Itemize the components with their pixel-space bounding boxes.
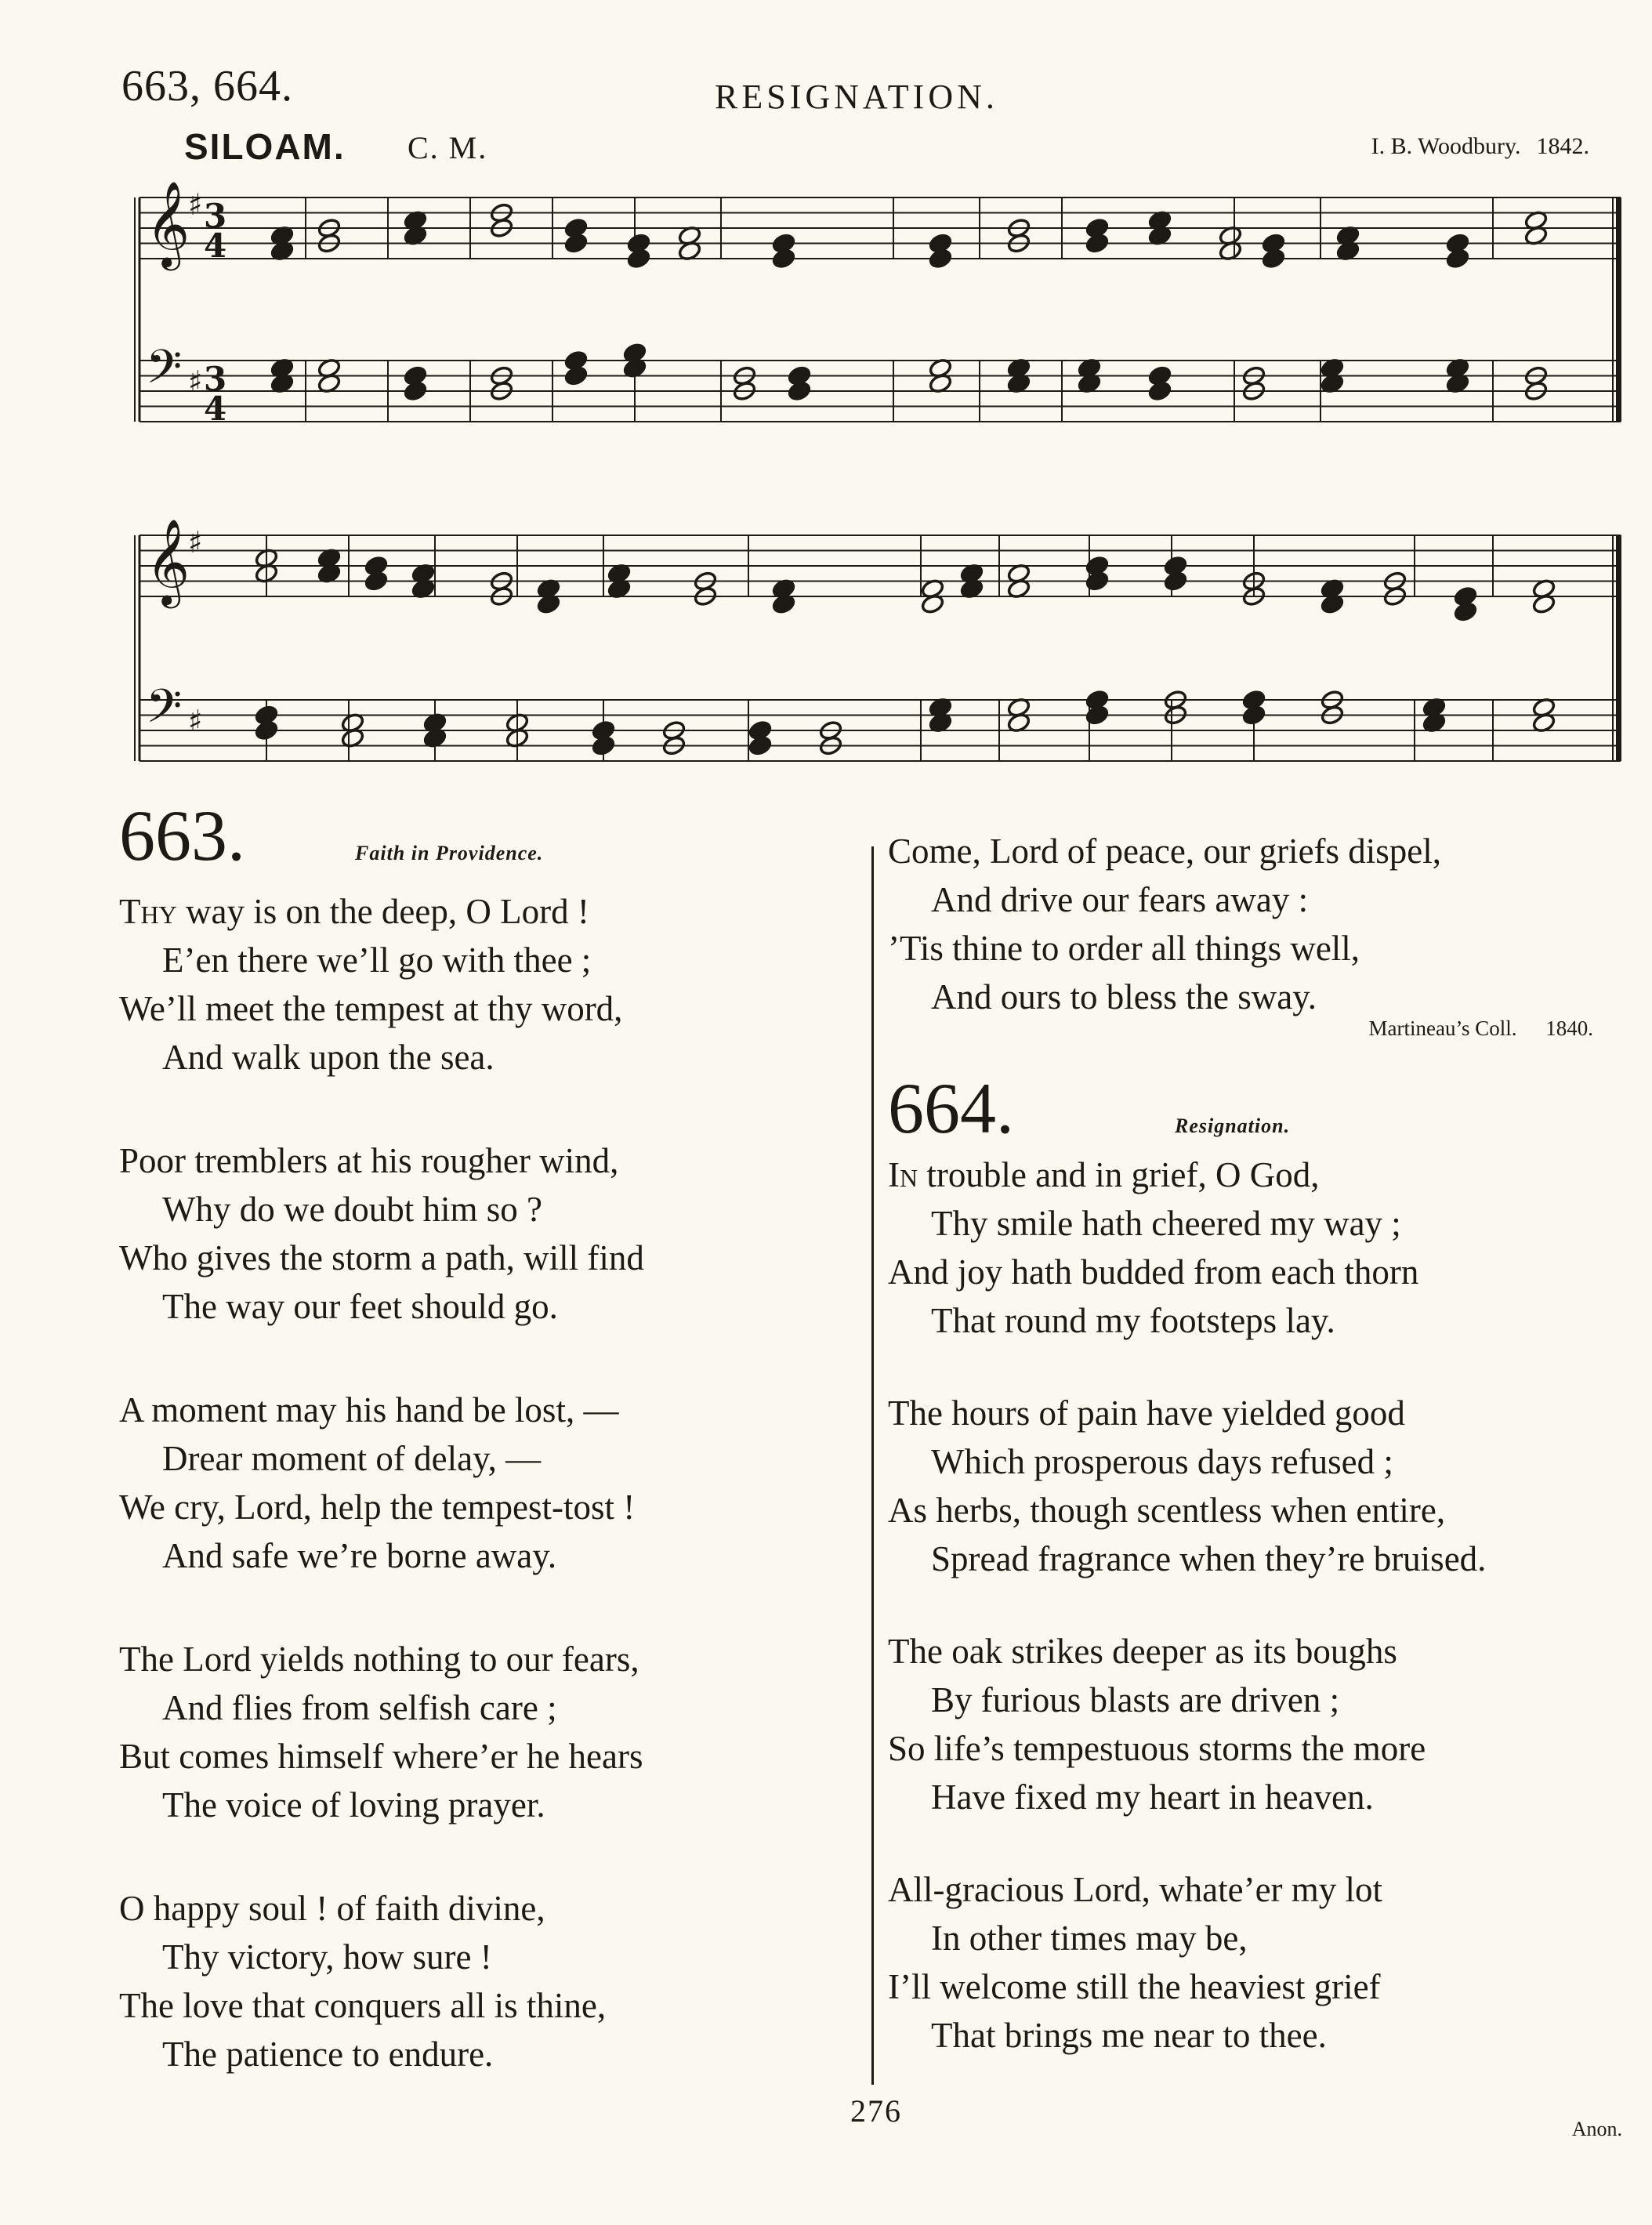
verse-line: Why do we doubt him so ? (162, 1190, 542, 1229)
hymn-663 (119, 795, 871, 2078)
hymn-664-number: 664. (888, 1068, 1014, 1148)
verse-line: Which prosperous days refused ; (931, 1442, 1393, 1481)
verse-line: And drive our fears away : (931, 880, 1309, 919)
hymn-664-heading (888, 1068, 1640, 1148)
quarter-note (1445, 248, 1469, 269)
composer-name: I. B. Woodbury. (1371, 133, 1521, 159)
quarter-note (403, 380, 427, 401)
hymn-664-attribution: Anon. (1571, 2118, 1622, 2140)
quarter-note (928, 248, 952, 269)
verse-line: Have fixed my heart in heaven. (931, 1777, 1374, 1817)
verse-line: And walk upon the sea. (162, 1038, 495, 1077)
stanza-2 (119, 1136, 871, 1331)
verse-line: The hours of pain have yielded good (888, 1393, 1405, 1433)
hymn-663-heading (119, 795, 871, 875)
stanza-5 (119, 1884, 871, 2078)
hymn-663-number: 663. (119, 795, 245, 875)
tune-meter: C. M. (408, 130, 488, 165)
section-title: RESIGNATION. (715, 78, 998, 116)
verse-line: In other times may be, (931, 1919, 1248, 1958)
hymn-numbers-header: 663, 664. (121, 62, 293, 111)
verse-line (119, 887, 871, 936)
quarter-note (626, 248, 650, 269)
verse-line: The patience to endure. (162, 2035, 494, 2074)
quarter-note (563, 233, 588, 254)
verse-line: The Lord yields nothing to our fears, (119, 1640, 639, 1679)
time-signature-top: 3 (204, 197, 227, 235)
sharp-icon: ♯ (188, 187, 203, 222)
verse-line: I’ll welcome still the heaviest grief (888, 1967, 1381, 2006)
quarter-note (254, 719, 278, 741)
stanza-3 (119, 1386, 871, 1580)
stanza-4 (119, 1635, 871, 1829)
right-column (888, 827, 1640, 2060)
verse-line: But comes himself where’er he hears (119, 1737, 643, 1776)
verse-line: Thy victory, how sure ! (162, 1937, 492, 1977)
treble-clef-icon: 𝄞 (146, 181, 190, 267)
quarter-note (1085, 233, 1109, 254)
hymn-664-title: Resignation. (1175, 1114, 1291, 1137)
hymn-664-stanza-2 (888, 1389, 1640, 1583)
verse-line: And joy hath budded from each thorn (888, 1252, 1419, 1292)
verse-line: So life’s tempestuous storms the more (888, 1729, 1426, 1768)
stanza-1 (119, 887, 871, 1082)
sharp-icon: ♯ (188, 364, 203, 399)
verse-line: Poor tremblers at his rougher wind, (119, 1141, 619, 1180)
verse-line: Drear moment of delay, — (162, 1439, 542, 1478)
verse-line: The oak strikes deeper as its boughs (888, 1632, 1397, 1671)
verse-line: That round my footsteps lay. (931, 1301, 1335, 1340)
bass-clef-icon: 𝄢 (146, 679, 183, 745)
hymn-663-stanza-6 (888, 827, 1640, 1021)
hymn-664-stanza-4 (888, 1865, 1640, 2060)
tune-name: SILOAM. (184, 126, 346, 167)
verse-line: The voice of loving prayer. (162, 1785, 545, 1825)
attribution-year: 1840. (1545, 1016, 1593, 1040)
quarter-note (748, 735, 772, 756)
composer-year: 1842. (1536, 133, 1589, 159)
verse-line: ’Tis thine to order all things well, (888, 929, 1360, 968)
verse-line: As herbs, though scentless when entire, (888, 1491, 1446, 1530)
quarter-note (1261, 248, 1285, 269)
bass-clef-icon: 𝄢 (146, 339, 183, 405)
verse-line: Who gives the storm a path, will find (119, 1238, 644, 1277)
verse-line: And safe we’re borne away. (162, 1536, 557, 1575)
quarter-note (1163, 571, 1187, 592)
verse-line: All-gracious Lord, whate’er my lot (888, 1870, 1383, 1909)
drop-word: In trouble and in grief, O God, (888, 1155, 1320, 1194)
time-signature-bottom: 4 (204, 226, 227, 265)
verse-line: E’en there we’ll go with thee ; (162, 940, 592, 980)
final-barline (1616, 197, 1621, 422)
quarter-note (591, 735, 615, 756)
verse-line: We cry, Lord, help the tempest-tost ! (119, 1488, 636, 1527)
quarter-note (787, 380, 811, 401)
verse-line: Thy smile hath cheered my way ; (931, 1204, 1401, 1243)
drop-word: Thy way is on the deep, O Lord ! (119, 892, 589, 931)
quarter-note (1147, 380, 1172, 401)
verse-line: And flies from selfish care ; (162, 1688, 557, 1727)
verse-line: That brings me near to thee. (931, 2016, 1327, 2055)
verse-line: O happy soul ! of faith divine, (119, 1889, 545, 1928)
quarter-note (1453, 601, 1477, 622)
hymn-664-stanza-1 (888, 1151, 1640, 1345)
page-number: 276 (850, 2093, 902, 2129)
column-divider (871, 846, 874, 2085)
verse-line: Spread fragrance when they’re bruised. (931, 1539, 1487, 1578)
time-signature-top: 3 (204, 360, 227, 398)
verse-line: By furious blasts are driven ; (931, 1680, 1340, 1719)
quarter-note (1241, 705, 1266, 726)
hymn-663-stanzas-left (119, 887, 871, 2078)
time-signature-bottom: 4 (204, 390, 227, 428)
verse-line: And ours to bless the sway. (931, 977, 1317, 1016)
quarter-note (563, 365, 588, 386)
hymn-664-stanza-3 (888, 1627, 1640, 1821)
quarter-note (364, 571, 388, 592)
music-score (0, 0, 1652, 807)
verse-line: The love that conquers all is thine, (119, 1986, 607, 2025)
quarter-note (771, 248, 795, 269)
attribution-source: Martineau’s Coll. (1368, 1016, 1517, 1040)
final-barline (1616, 535, 1621, 761)
verse-line (888, 1151, 1640, 1199)
verse-line: We’ll meet the tempest at thy word, (119, 989, 623, 1028)
verse-line: Come, Lord of peace, our griefs dispel, (888, 832, 1442, 871)
sharp-icon: ♯ (188, 525, 203, 560)
verse-line: The way our feet should go. (162, 1287, 558, 1326)
verse-line: A moment may his hand be lost, — (119, 1390, 619, 1430)
treble-clef-icon: 𝄞 (146, 519, 190, 605)
sharp-icon: ♯ (188, 704, 203, 738)
hymn-663-title: Faith in Providence. (355, 842, 544, 864)
